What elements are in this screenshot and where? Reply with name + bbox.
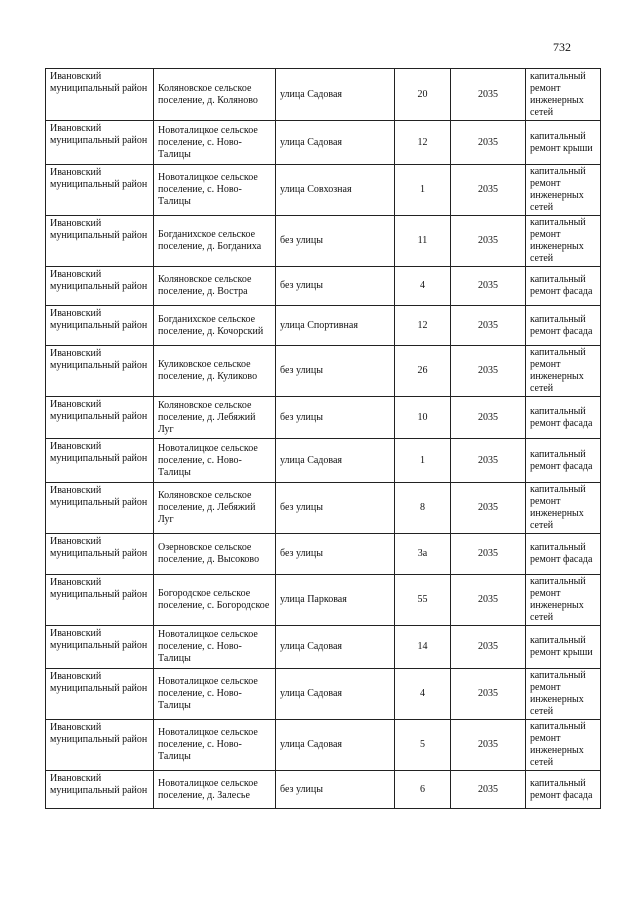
- house-number-cell: 4: [395, 267, 451, 306]
- table-row: [46, 121, 601, 165]
- house-number-cell: 26: [395, 346, 451, 397]
- year-cell: 2035: [451, 346, 526, 397]
- work-type-cell: капитальный ремонт инженерных сетей: [526, 216, 601, 267]
- street-cell: без улицы: [276, 534, 395, 575]
- work-type-cell: капитальный ремонт инженерных сетей: [526, 575, 601, 626]
- district-cell: Ивановский муниципальный район: [46, 575, 154, 626]
- district-cell: Ивановский муниципальный район: [46, 534, 154, 575]
- street-cell: без улицы: [276, 483, 395, 534]
- year-cell: 2035: [451, 483, 526, 534]
- settlement-cell: Куликовское сельское поселение, д. Куликово: [154, 346, 276, 397]
- work-type-cell: капитальный ремонт инженерных сетей: [526, 346, 601, 397]
- settlement-cell: Коляновское сельское поселение, д. Коляново: [154, 69, 276, 121]
- table-row: [46, 439, 601, 483]
- table-row: [46, 165, 601, 216]
- table-row: [46, 267, 601, 306]
- street-cell: улица Садовая: [276, 669, 395, 720]
- street-cell: улица Парковая: [276, 575, 395, 626]
- work-type-cell: капитальный ремонт инженерных сетей: [526, 165, 601, 216]
- year-cell: 2035: [451, 439, 526, 483]
- district-cell: Ивановский муниципальный район: [46, 397, 154, 439]
- table-row: [46, 69, 601, 121]
- street-cell: улица Совхозная: [276, 165, 395, 216]
- table-row: [46, 306, 601, 346]
- work-type-cell: капитальный ремонт фасада: [526, 397, 601, 439]
- year-cell: 2035: [451, 720, 526, 771]
- district-cell: Ивановский муниципальный район: [46, 483, 154, 534]
- district-cell: Ивановский муниципальный район: [46, 306, 154, 346]
- street-cell: улица Садовая: [276, 439, 395, 483]
- district-cell: Ивановский муниципальный район: [46, 669, 154, 720]
- house-number-cell: 8: [395, 483, 451, 534]
- table-row: [46, 771, 601, 809]
- work-type-cell: капитальный ремонт фасада: [526, 306, 601, 346]
- street-cell: без улицы: [276, 267, 395, 306]
- street-cell: улица Садовая: [276, 626, 395, 669]
- work-type-cell: капитальный ремонт фасада: [526, 534, 601, 575]
- settlement-cell: Новоталицкое сельское поселение, д. Залесье: [154, 771, 276, 809]
- year-cell: 2035: [451, 306, 526, 346]
- year-cell: 2035: [451, 267, 526, 306]
- settlement-cell: Новоталицкое сельское поселение, с. Ново-Талицы: [154, 626, 276, 669]
- page-number: 732: [553, 40, 571, 54]
- year-cell: 2035: [451, 669, 526, 720]
- district-cell: Ивановский муниципальный район: [46, 626, 154, 669]
- settlement-cell: Новоталицкое сельское поселение, с. Ново-Талицы: [154, 165, 276, 216]
- street-cell: без улицы: [276, 771, 395, 809]
- house-number-cell: 1: [395, 165, 451, 216]
- table-row: [46, 216, 601, 267]
- house-number-cell: 20: [395, 69, 451, 121]
- settlement-cell: Богданихское сельское поселение, д. Кочорский: [154, 306, 276, 346]
- settlement-cell: Новоталицкое сельское поселение, с. Ново-Талицы: [154, 720, 276, 771]
- street-cell: улица Садовая: [276, 720, 395, 771]
- house-number-cell: 4: [395, 669, 451, 720]
- year-cell: 2035: [451, 165, 526, 216]
- house-number-cell: 55: [395, 575, 451, 626]
- house-number-cell: 11: [395, 216, 451, 267]
- street-cell: без улицы: [276, 346, 395, 397]
- house-number-cell: 5: [395, 720, 451, 771]
- house-number-cell: 3а: [395, 534, 451, 575]
- district-cell: Ивановский муниципальный район: [46, 121, 154, 165]
- table-row: [46, 397, 601, 439]
- year-cell: 2035: [451, 771, 526, 809]
- table-row: [46, 534, 601, 575]
- work-type-cell: капитальный ремонт фасада: [526, 267, 601, 306]
- settlement-cell: Богданихское сельское поселение, д. Богданиха: [154, 216, 276, 267]
- table-body: [46, 69, 601, 809]
- district-cell: Ивановский муниципальный район: [46, 267, 154, 306]
- work-type-cell: капитальный ремонт инженерных сетей: [526, 483, 601, 534]
- year-cell: 2035: [451, 626, 526, 669]
- table-row: [46, 483, 601, 534]
- settlement-cell: Богородское сельское поселение, с. Богородское: [154, 575, 276, 626]
- work-type-cell: капитальный ремонт инженерных сетей: [526, 720, 601, 771]
- district-cell: Ивановский муниципальный район: [46, 720, 154, 771]
- year-cell: 2035: [451, 216, 526, 267]
- settlement-cell: Новоталицкое сельское поселение, с. Ново-Талицы: [154, 439, 276, 483]
- table-row: [46, 575, 601, 626]
- table-row: [46, 720, 601, 771]
- year-cell: 2035: [451, 69, 526, 121]
- house-number-cell: 6: [395, 771, 451, 809]
- street-cell: улица Спортивная: [276, 306, 395, 346]
- house-number-cell: 10: [395, 397, 451, 439]
- street-cell: без улицы: [276, 397, 395, 439]
- settlement-cell: Коляновское сельское поселение, д. Лебяжий Луг: [154, 397, 276, 439]
- work-type-cell: капитальный ремонт крыши: [526, 626, 601, 669]
- district-cell: Ивановский муниципальный район: [46, 439, 154, 483]
- year-cell: 2035: [451, 397, 526, 439]
- house-number-cell: 1: [395, 439, 451, 483]
- settlement-cell: Озерновское сельское поселение, д. Высоково: [154, 534, 276, 575]
- street-cell: без улицы: [276, 216, 395, 267]
- settlement-cell: Новоталицкое сельское поселение, с. Ново-Талицы: [154, 121, 276, 165]
- work-type-cell: капитальный ремонт крыши: [526, 121, 601, 165]
- year-cell: 2035: [451, 575, 526, 626]
- district-cell: Ивановский муниципальный район: [46, 216, 154, 267]
- district-cell: Ивановский муниципальный район: [46, 346, 154, 397]
- house-number-cell: 14: [395, 626, 451, 669]
- capital-repair-table: [45, 68, 601, 809]
- work-type-cell: капитальный ремонт фасада: [526, 771, 601, 809]
- table-row: [46, 346, 601, 397]
- district-cell: Ивановский муниципальный район: [46, 771, 154, 809]
- district-cell: Ивановский муниципальный район: [46, 165, 154, 216]
- house-number-cell: 12: [395, 121, 451, 165]
- street-cell: улица Садовая: [276, 69, 395, 121]
- year-cell: 2035: [451, 121, 526, 165]
- settlement-cell: Коляновское сельское поселение, д. Лебяжий Луг: [154, 483, 276, 534]
- street-cell: улица Садовая: [276, 121, 395, 165]
- work-type-cell: капитальный ремонт фасада: [526, 439, 601, 483]
- district-cell: Ивановский муниципальный район: [46, 69, 154, 121]
- table-row: [46, 669, 601, 720]
- year-cell: 2035: [451, 534, 526, 575]
- work-type-cell: капитальный ремонт инженерных сетей: [526, 669, 601, 720]
- settlement-cell: Коляновское сельское поселение, д. Востра: [154, 267, 276, 306]
- work-type-cell: капитальный ремонт инженерных сетей: [526, 69, 601, 121]
- table-row: [46, 626, 601, 669]
- house-number-cell: 12: [395, 306, 451, 346]
- settlement-cell: Новоталицкое сельское поселение, с. Ново-Талицы: [154, 669, 276, 720]
